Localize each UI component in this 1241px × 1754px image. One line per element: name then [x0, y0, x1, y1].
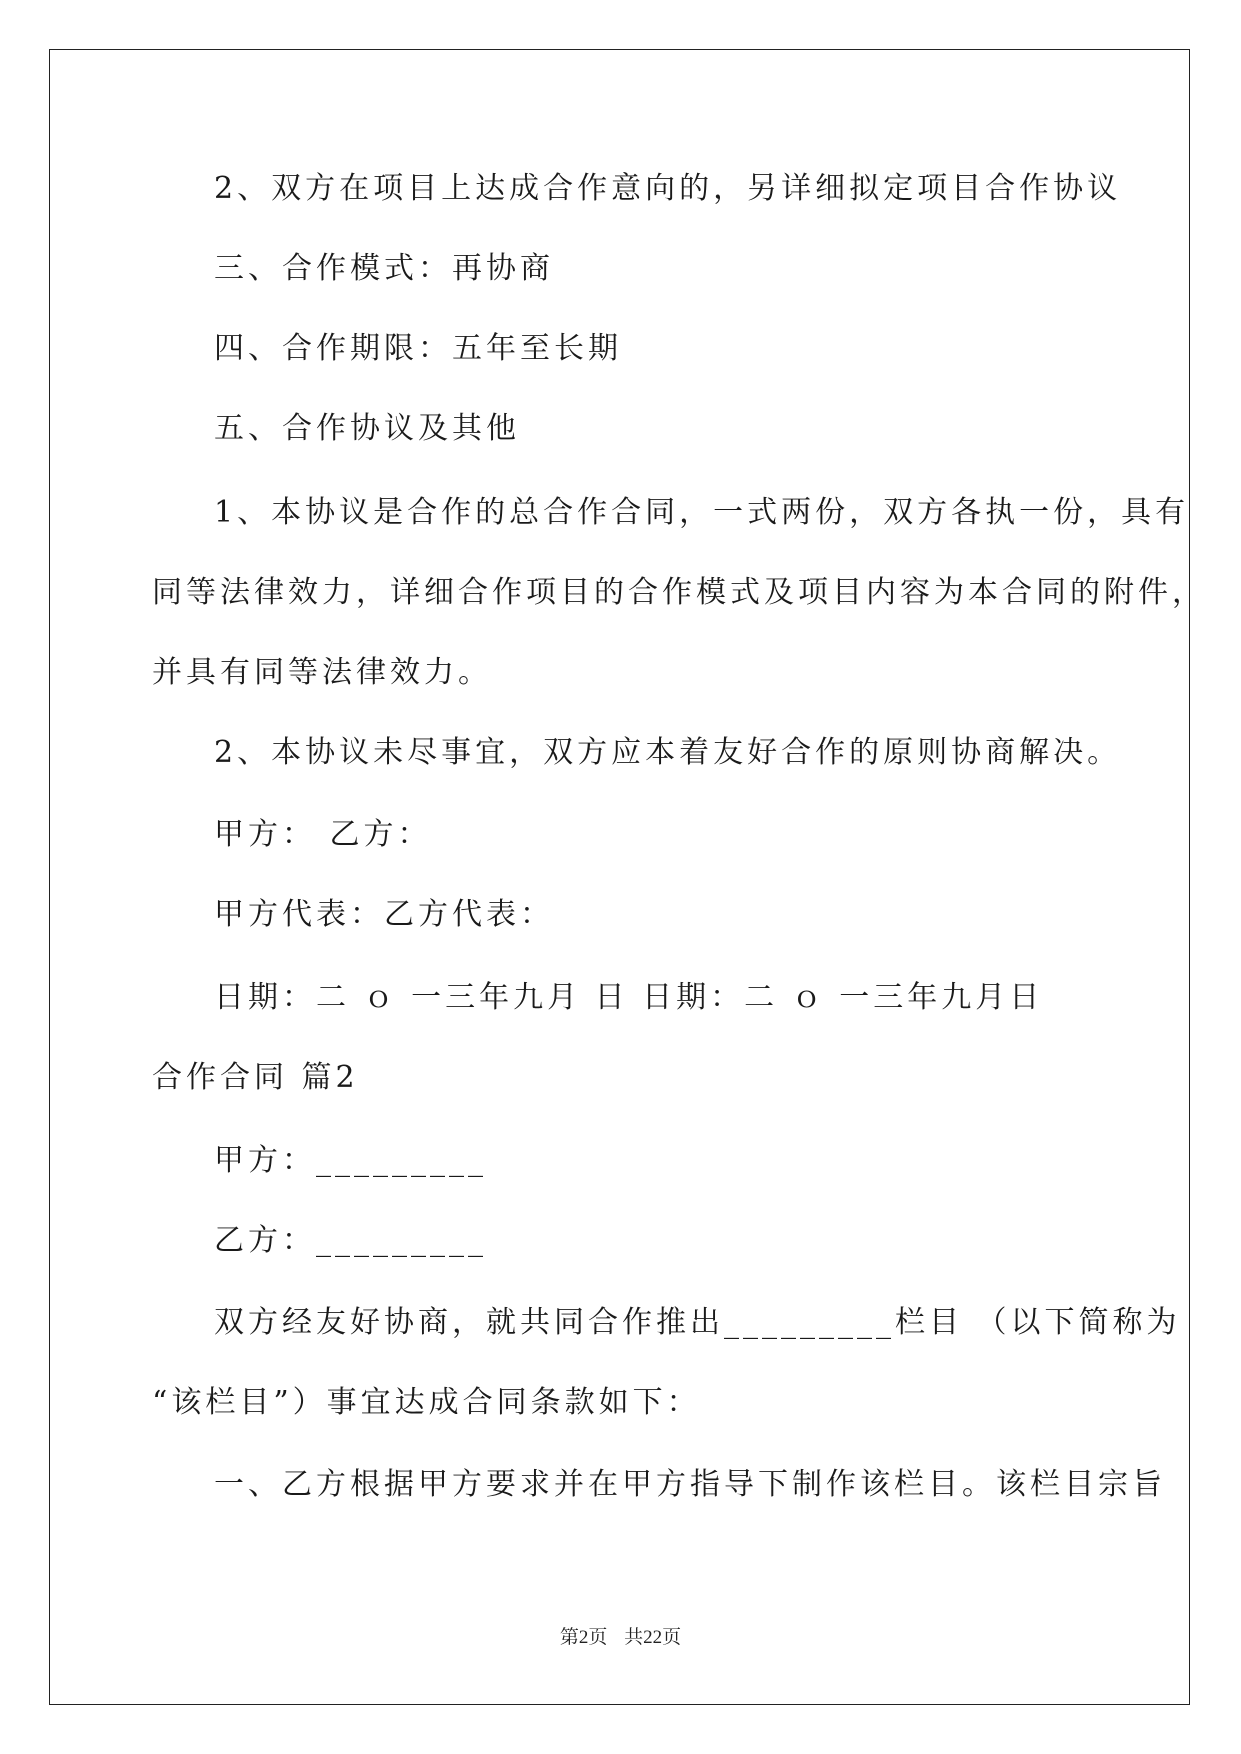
paragraph-line: 并具有同等法律效力。 — [152, 655, 492, 690]
paragraph-line: 日期：二 ｏ 一三年九月 日 日期：二 ｏ 一三年九月日 — [214, 980, 1044, 1015]
page-total: 共22页 — [624, 1627, 682, 1648]
page-footer — [0, 1626, 1241, 1650]
paragraph-line: 甲方代表：乙方代表： — [214, 897, 554, 932]
section-heading: 合作合同 篇2 — [152, 1060, 359, 1095]
paragraph-line: 同等法律效力，详细合作项目的合作模式及项目内容为本合同的附件， — [152, 575, 1206, 610]
paragraph-line: 乙方：_________ — [214, 1223, 487, 1258]
paragraph-line: 1、本协议是合作的总合作合同，一式两份，双方各执一份，具有 — [214, 495, 1190, 530]
paragraph-line: 2、本协议未尽事宜，双方应本着友好合作的原则协商解决。 — [214, 735, 1122, 770]
paragraph-line: “该栏目”）事宜达成合同条款如下： — [152, 1385, 701, 1420]
paragraph-line: 甲方： 乙方： — [214, 817, 432, 852]
paragraph-line: 双方经友好协商，就共同合作推出_________栏目 （以下简称为 — [214, 1305, 1181, 1340]
paragraph-line: 四、合作期限：五年至长期 — [214, 331, 622, 366]
paragraph-line: 五、合作协议及其他 — [214, 411, 520, 446]
paragraph-line: 2、双方在项目上达成合作意向的，另详细拟定项目合作协议 — [214, 171, 1122, 206]
paragraph-line: 甲方：_________ — [214, 1143, 487, 1178]
paragraph-line: 三、合作模式：再协商 — [214, 251, 554, 286]
paragraph-line: 一、乙方根据甲方要求并在甲方指导下制作该栏目。该栏目宗旨 — [214, 1467, 1166, 1502]
page-border — [49, 49, 1190, 1705]
page-number: 第2页 — [559, 1627, 608, 1648]
